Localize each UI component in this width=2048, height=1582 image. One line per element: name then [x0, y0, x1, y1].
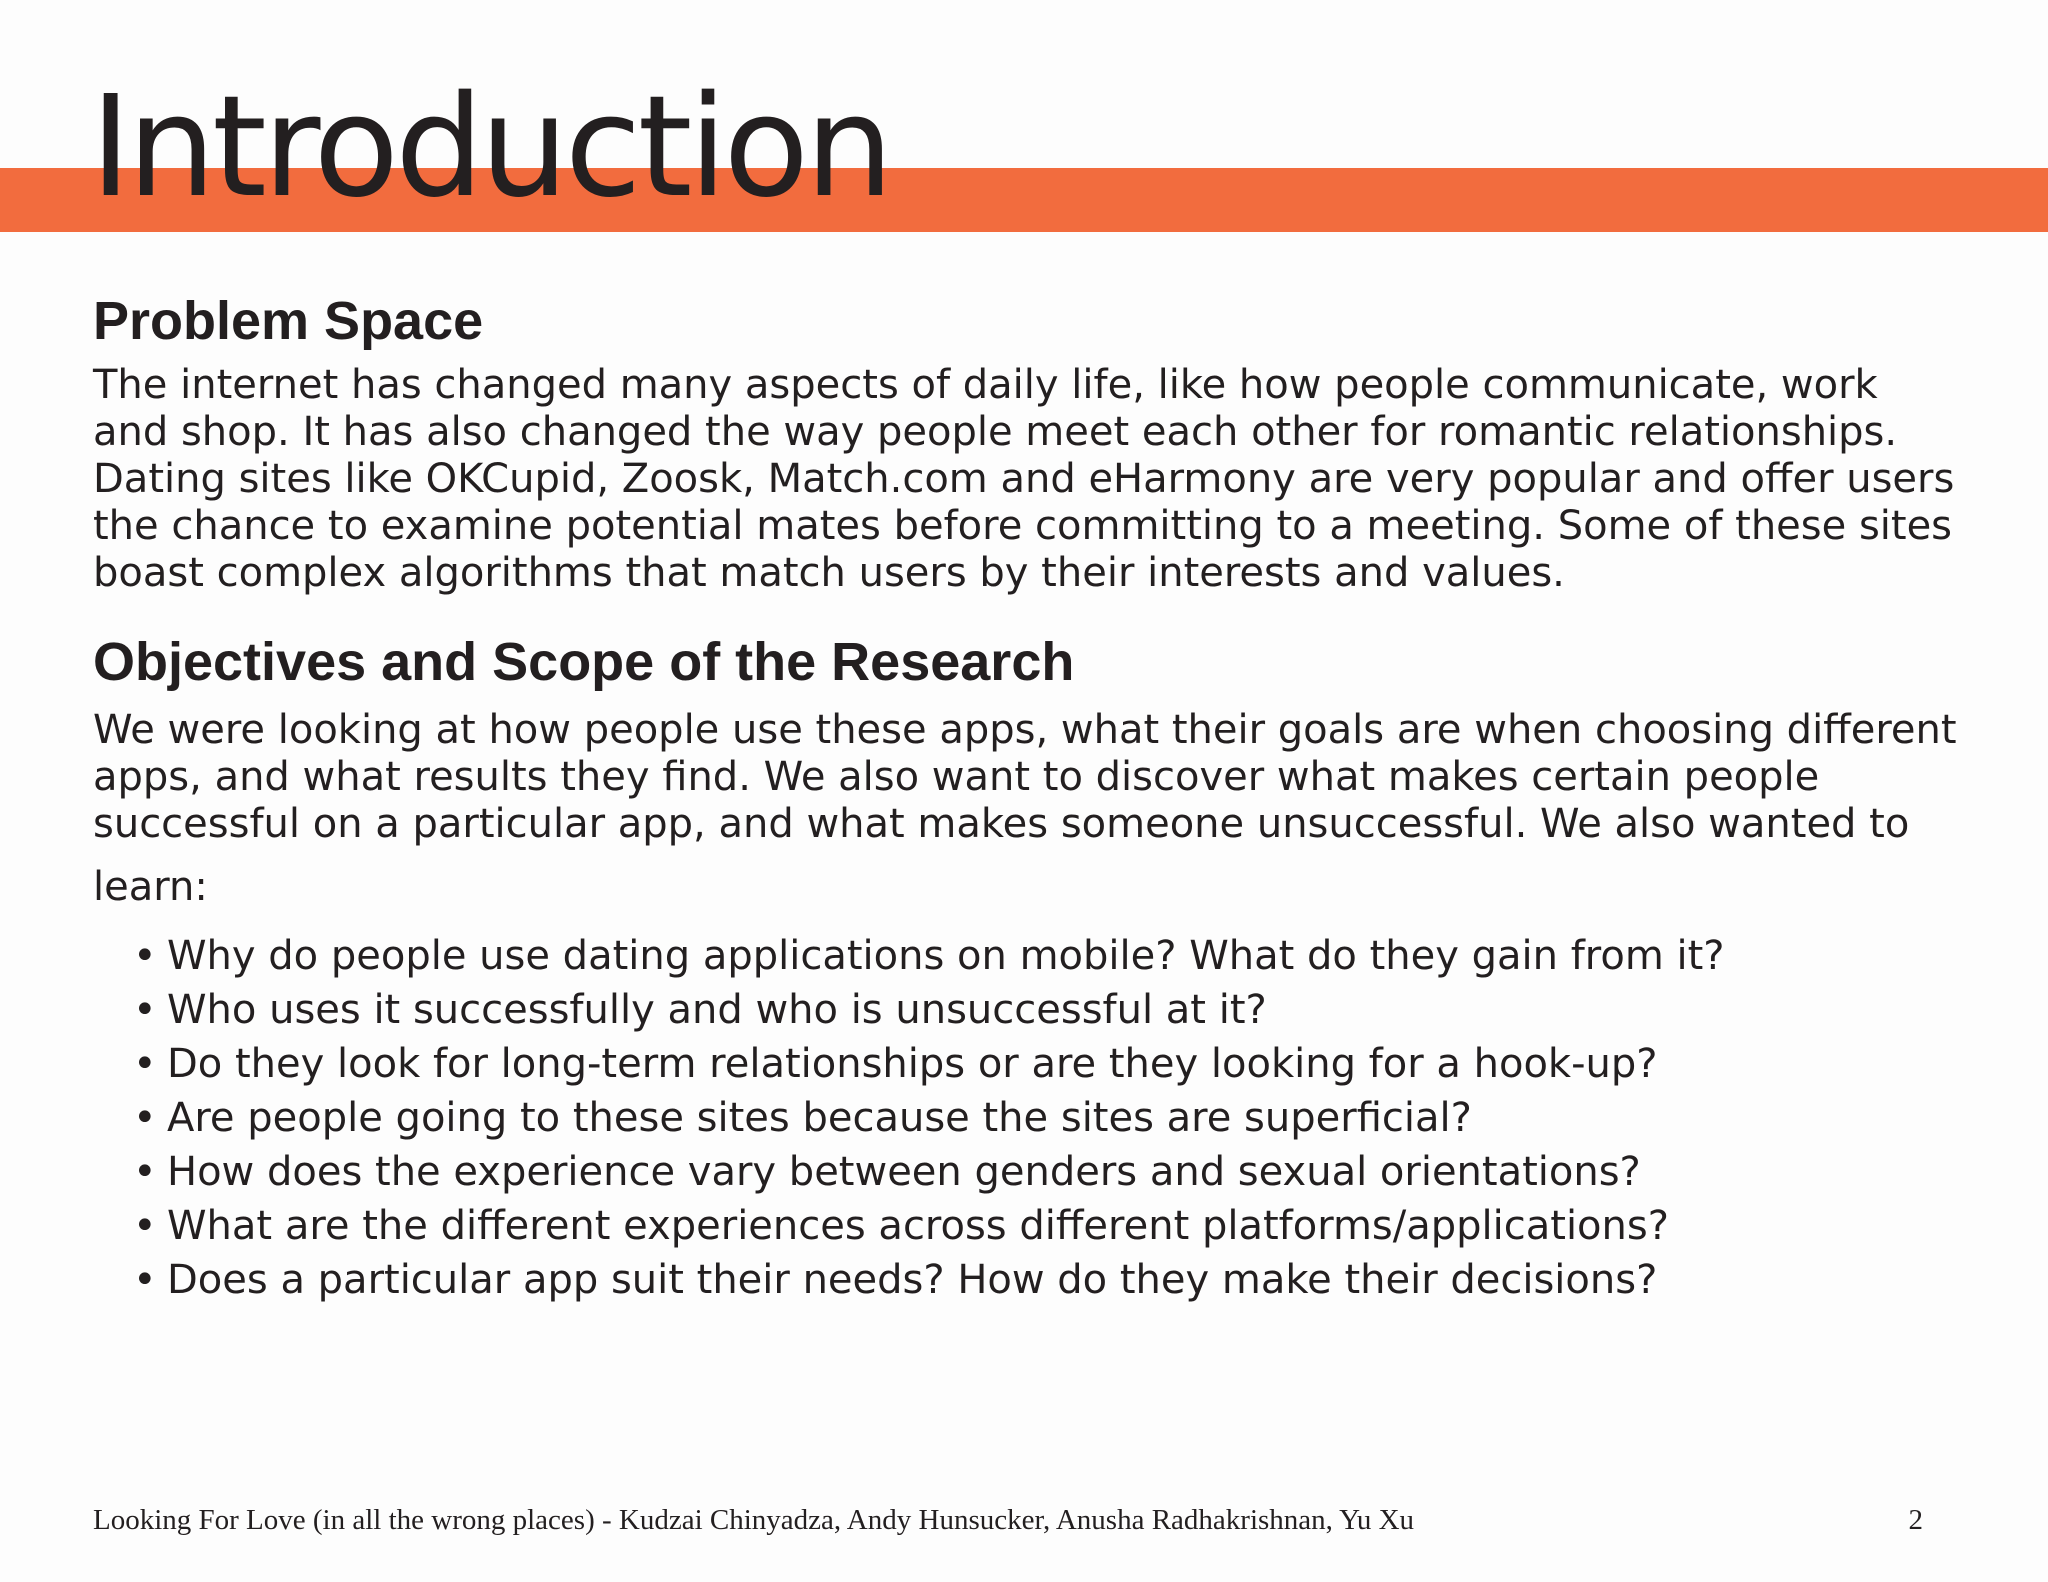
list-item: • Are people going to these sites because the sites are superficial? [133, 1091, 1963, 1145]
footer-text: Looking For Love (in all the wrong places) - Kudzai Chinyadza, Andy Hunsucker, Anusha Radhakrishnan, Yu Xu [93, 1504, 1415, 1536]
footer [93, 1500, 1923, 1540]
list-item: • Who uses it successfully and who is unsuccessful at it? [133, 983, 1963, 1037]
objectives-paragraph [93, 707, 1963, 911]
page-title: Introduction [90, 66, 890, 229]
list-item: • How does the experience vary between genders and sexual orientations? [133, 1145, 1963, 1199]
list-item: • What are the different experiences across different platforms/applications? [133, 1199, 1963, 1253]
slide-content [93, 282, 1963, 1307]
page-number: 2 [1908, 1504, 1923, 1536]
objectives-paragraph-text: We were looking at how people use these apps, what their goals are when choosing different apps, and what results they find. We also want to discover what makes certain people successful on a particular app, and what makes someone unsuccessful. We also wanted to [93, 707, 1957, 847]
research-questions-list [93, 929, 1963, 1307]
list-item: • Do they look for long-term relationships or are they looking for a hook-up? [133, 1037, 1963, 1091]
problem-space-paragraph: The internet has changed many aspects of daily life, like how people communicate, work and shop. It has also changed the way people meet each other for romantic relationships. Dating sites like OKCupid, Zoosk, Match.com and eHarmony are very popular and offer users the chance to examine potential mates before committing to a meeting. Some of these sites boast complex algorithms that match users by their interests and values. [93, 362, 1955, 596]
objectives-paragraph-end: learn: [93, 864, 208, 910]
list-item: • Does a particular app suit their needs? How do they make their decisions? [133, 1253, 1963, 1307]
section-heading-problem-space: Problem Space [93, 291, 484, 351]
section-heading-objectives: Objectives and Scope of the Research [93, 632, 1075, 692]
list-item: • Why do people use dating applications on mobile? What do they gain from it? [133, 929, 1963, 983]
